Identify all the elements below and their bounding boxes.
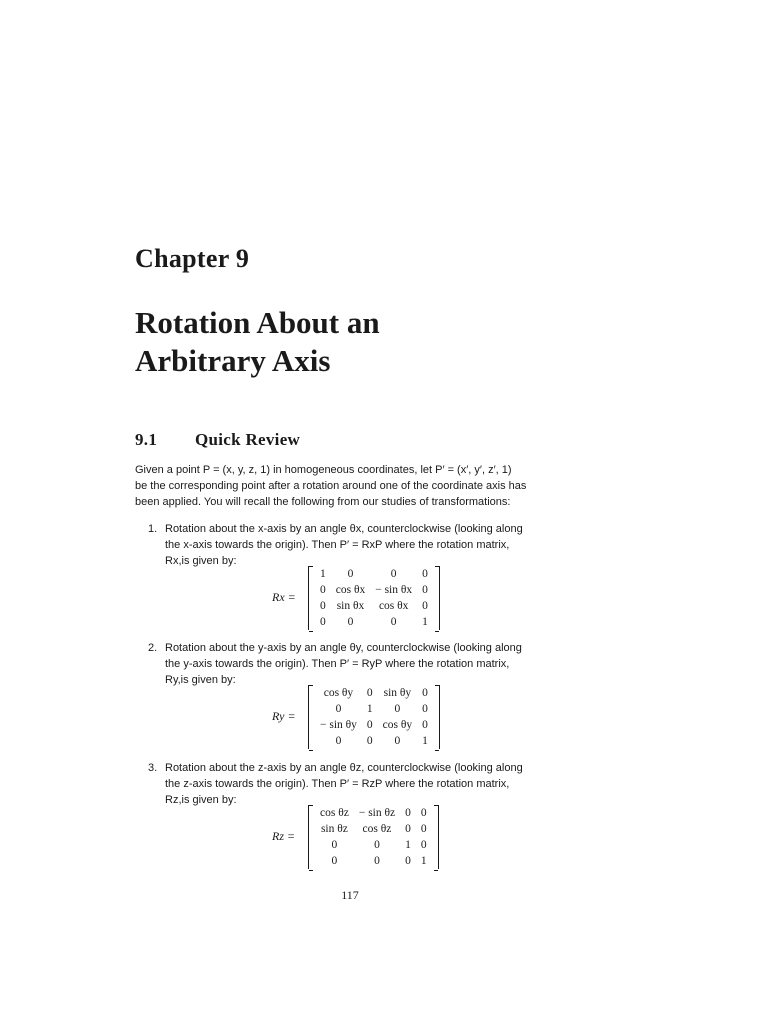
- matrix-row: [315, 701, 433, 717]
- matrix-cell: 0: [347, 616, 354, 628]
- item-line-3: Rx,is given by:: [165, 555, 237, 567]
- matrix-name: Rz =: [272, 829, 296, 843]
- matrix-cell: sin θz: [320, 823, 348, 835]
- matrix-cell: sin θy: [383, 687, 412, 699]
- list-marker: 1.: [148, 523, 158, 535]
- item-line-2: the z-axis towards the origin). Then P′ = RzP where the rotation matrix,: [165, 778, 510, 790]
- matrix-cell: 0: [394, 703, 401, 715]
- matrix: [308, 805, 439, 869]
- matrix-cell: − sin θx: [375, 584, 413, 596]
- matrix-row: [315, 733, 433, 749]
- section-heading: [135, 430, 300, 450]
- item-line-1: Rotation about the x-axis by an angle θx, counterclockwise (looking along: [165, 523, 523, 535]
- matrix-cell: − sin θz: [358, 807, 396, 819]
- matrix-cell: 1: [422, 735, 428, 747]
- matrix-cell: 0: [390, 616, 397, 628]
- matrix-cell: 0: [420, 839, 427, 851]
- list-marker: 2.: [148, 642, 158, 654]
- matrix-cell: 0: [422, 703, 428, 715]
- intro-line-2: be the corresponding point after a rotation around one of the coordinate axis has: [135, 480, 527, 492]
- matrix-cell: 0: [422, 687, 428, 699]
- matrix-cell: 0: [335, 735, 342, 747]
- matrix-cell: 0: [420, 807, 427, 819]
- matrix-row: [315, 853, 432, 869]
- matrix-row: [315, 566, 433, 582]
- matrix-cell: 0: [335, 703, 342, 715]
- matrix-name: Rx =: [272, 590, 296, 604]
- matrix-cell: 0: [320, 584, 326, 596]
- matrix-row: [315, 614, 433, 630]
- matrix-row: [315, 717, 433, 733]
- matrix-row: [315, 685, 433, 701]
- chapter-label: Chapter 9: [135, 244, 250, 273]
- page-number: 117: [341, 888, 359, 902]
- item-line-2: the x-axis towards the origin). Then P′ = RxP where the rotation matrix,: [165, 539, 510, 551]
- matrix-name: Ry =: [272, 709, 296, 723]
- matrix-cell: cos θz: [362, 823, 392, 835]
- matrix-cell: 0: [331, 839, 338, 851]
- matrix-cell: 0: [422, 600, 428, 612]
- matrix-cell: 0: [405, 855, 411, 867]
- intro-paragraph: [135, 462, 567, 510]
- matrix-block-rz: [0, 805, 768, 871]
- matrix-cell: 0: [320, 600, 326, 612]
- matrix: [308, 566, 440, 630]
- matrix-row: [315, 821, 432, 837]
- section-title: Quick Review: [195, 430, 301, 449]
- matrix-cell: 0: [422, 568, 428, 580]
- matrix-cell: 0: [390, 568, 397, 580]
- chapter-title-line-1: Rotation About an: [135, 305, 380, 340]
- matrix-cell: 0: [331, 855, 338, 867]
- chapter-title: [135, 304, 655, 380]
- matrix-cell: 0: [366, 687, 373, 699]
- list-marker: 3.: [148, 762, 158, 774]
- intro-line-3: been applied. You will recall the following from our studies of transformations:: [135, 496, 511, 508]
- matrix-cell: cos θy: [382, 719, 413, 731]
- item-line-2: the y-axis towards the origin). Then P′ = RyP where the rotation matrix,: [165, 658, 510, 670]
- matrix-row: [315, 582, 433, 598]
- matrix-cell: 0: [394, 735, 401, 747]
- matrix-cell: − sin θy: [320, 719, 357, 731]
- matrix-cell: sin θx: [336, 600, 365, 612]
- matrix-cell: 1: [422, 616, 428, 628]
- intro-line-1: Given a point P = (x, y, z, 1) in homogeneous coordinates, let P′ = (x′, y′, z′, 1): [135, 464, 512, 476]
- matrix-table: [315, 566, 433, 630]
- matrix-cell: 0: [366, 735, 373, 747]
- matrix-row: [315, 805, 432, 821]
- matrix-cell: 0: [347, 568, 354, 580]
- item-line-3: Ry,is given by:: [165, 674, 236, 686]
- matrix-cell: 0: [366, 719, 373, 731]
- matrix-cell: cos θx: [335, 584, 366, 596]
- matrix-cell: 0: [374, 839, 380, 851]
- matrix-cell: 0: [420, 823, 427, 835]
- section-number: 9.1: [135, 430, 158, 449]
- item-line-1: Rotation about the y-axis by an angle θy, counterclockwise (looking along: [165, 642, 522, 654]
- matrix-cell: 0: [422, 719, 428, 731]
- matrix-row: [315, 837, 432, 853]
- item-line-1: Rotation about the z-axis by an angle θz, counterclockwise (looking along: [165, 762, 523, 774]
- matrix-row: [315, 598, 433, 614]
- matrix-cell: cos θx: [378, 600, 409, 612]
- matrix-cell: 1: [366, 703, 373, 715]
- matrix-table: [315, 805, 432, 869]
- matrix-cell: cos θz: [320, 807, 349, 819]
- matrix-cell: 0: [320, 616, 326, 628]
- matrix: [308, 685, 440, 749]
- item-line-3: Rz,is given by:: [165, 794, 237, 806]
- matrix-cell: 0: [405, 807, 411, 819]
- matrix-cell: 0: [422, 584, 428, 596]
- chapter-title-line-2: Arbitrary Axis: [135, 343, 331, 378]
- matrix-cell: 0: [374, 855, 380, 867]
- matrix-cell: 1: [405, 839, 411, 851]
- matrix-block-ry: [0, 685, 768, 751]
- matrix-cell: 0: [405, 823, 411, 835]
- matrix-block-rx: [0, 566, 768, 632]
- matrix-cell: cos θy: [323, 687, 354, 699]
- matrix-cell: 1: [420, 855, 427, 867]
- matrix-table: [315, 685, 433, 749]
- matrix-cell: 1: [320, 568, 326, 580]
